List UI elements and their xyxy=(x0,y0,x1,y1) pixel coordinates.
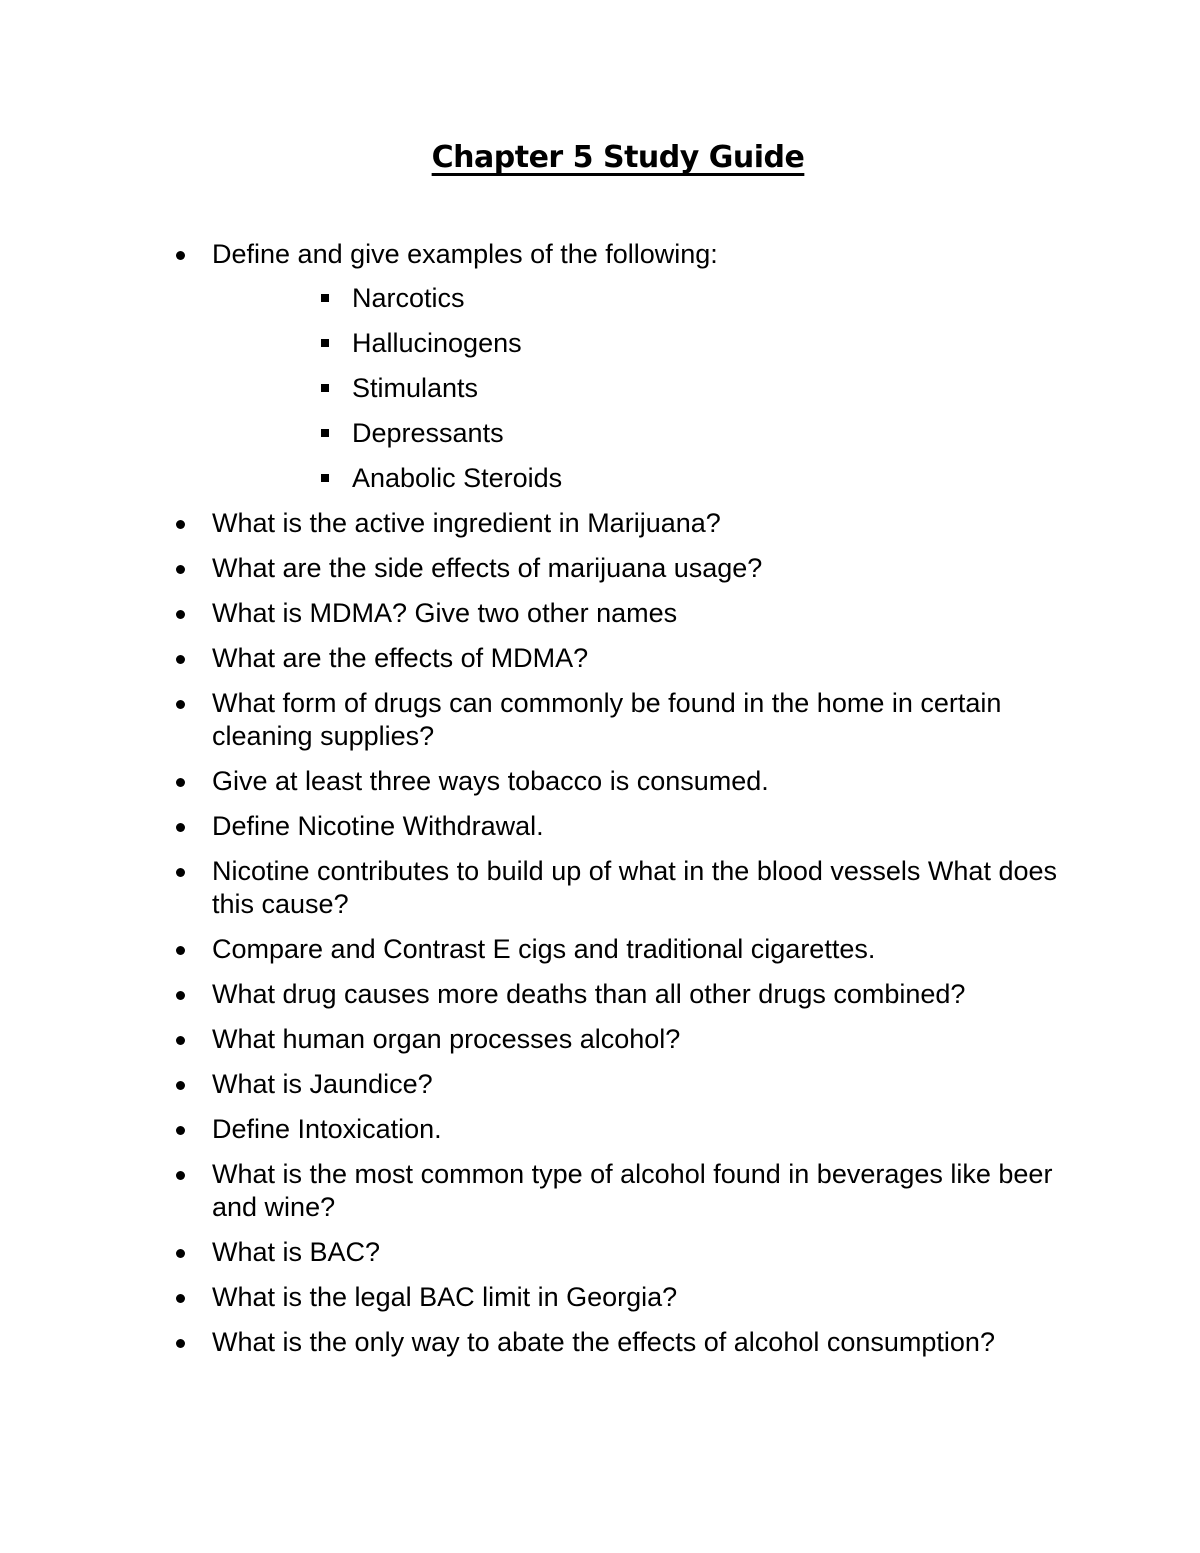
list-item-text: What is the active ingredient in Marijuana? xyxy=(212,508,721,538)
bullet-icon xyxy=(176,1249,185,1258)
list-item xyxy=(0,765,1200,798)
bullet-icon xyxy=(176,778,185,787)
question-list xyxy=(0,238,1200,1371)
bullet-icon xyxy=(176,1171,185,1180)
bullet-icon xyxy=(176,946,185,955)
list-item xyxy=(0,978,1200,1011)
list-item-text: Give at least three ways tobacco is consumed. xyxy=(212,766,769,796)
list-item xyxy=(0,687,1200,753)
list-item-text: What is the most common type of alcohol found in beverages like beer and wine? xyxy=(212,1159,1053,1222)
list-item xyxy=(0,642,1200,675)
square-bullet-icon xyxy=(321,384,329,392)
list-item-text: What drug causes more deaths than all other drugs combined? xyxy=(212,979,966,1009)
list-item-text: What is the only way to abate the effects of alcohol consumption? xyxy=(212,1327,995,1357)
sub-list-item-text: Hallucinogens xyxy=(352,328,522,358)
sub-list-item xyxy=(212,372,1100,405)
square-bullet-icon xyxy=(321,429,329,437)
square-bullet-icon xyxy=(321,474,329,482)
sub-list-item-text: Stimulants xyxy=(352,373,479,403)
bullet-icon xyxy=(176,565,185,574)
list-item xyxy=(0,855,1200,921)
sub-list xyxy=(212,282,1100,495)
list-item-text: Define and give examples of the following: xyxy=(212,239,718,269)
list-item-text: What is Jaundice? xyxy=(212,1069,433,1099)
bullet-icon xyxy=(176,251,185,260)
bullet-icon xyxy=(176,1081,185,1090)
list-item xyxy=(0,810,1200,843)
sub-list-item-text: Depressants xyxy=(352,418,504,448)
bullet-icon xyxy=(176,1036,185,1045)
list-item xyxy=(0,1158,1200,1224)
list-item xyxy=(0,1236,1200,1269)
sub-list-item xyxy=(212,462,1100,495)
sub-list-item xyxy=(212,417,1100,450)
bullet-icon xyxy=(176,1339,185,1348)
list-item xyxy=(0,1113,1200,1146)
bullet-icon xyxy=(176,520,185,529)
list-item-text: Define Nicotine Withdrawal. xyxy=(212,811,544,841)
bullet-icon xyxy=(176,610,185,619)
list-item xyxy=(0,1068,1200,1101)
list-item-text: Compare and Contrast E cigs and traditional cigarettes. xyxy=(212,934,876,964)
page-title: Chapter 5 Study Guide xyxy=(431,140,805,175)
bullet-icon xyxy=(176,823,185,832)
sub-list-item xyxy=(212,327,1100,360)
square-bullet-icon xyxy=(321,339,329,347)
list-item-text: What is BAC? xyxy=(212,1237,381,1267)
bullet-icon xyxy=(176,991,185,1000)
bullet-icon xyxy=(176,700,185,709)
bullet-icon xyxy=(176,868,185,877)
list-item-text: Nicotine contributes to build up of what in the blood vessels What does this cause? xyxy=(212,856,1057,919)
square-bullet-icon xyxy=(321,294,329,302)
list-item xyxy=(0,552,1200,585)
list-item-text: What are the side effects of marijuana usage? xyxy=(212,553,763,583)
list-item xyxy=(0,238,1200,495)
list-item-text: What are the effects of MDMA? xyxy=(212,643,589,673)
sub-list-item-text: Anabolic Steroids xyxy=(352,463,563,493)
bullet-icon xyxy=(176,1126,185,1135)
list-item xyxy=(0,1326,1200,1359)
list-item-text: What human organ processes alcohol? xyxy=(212,1024,681,1054)
list-item-text: What form of drugs can commonly be found in the home in certain cleaning supplies? xyxy=(212,688,1002,751)
list-item xyxy=(0,933,1200,966)
bullet-icon xyxy=(176,655,185,664)
sub-list-item xyxy=(212,282,1100,315)
list-item-text: What is the legal BAC limit in Georgia? xyxy=(212,1282,678,1312)
list-item xyxy=(0,1281,1200,1314)
bullet-icon xyxy=(176,1294,185,1303)
list-item-text: Define Intoxication. xyxy=(212,1114,442,1144)
list-item xyxy=(0,597,1200,630)
list-item-text: What is MDMA? Give two other names xyxy=(212,598,678,628)
sub-list-item-text: Narcotics xyxy=(352,283,465,313)
list-item xyxy=(0,1023,1200,1056)
list-item xyxy=(0,507,1200,540)
